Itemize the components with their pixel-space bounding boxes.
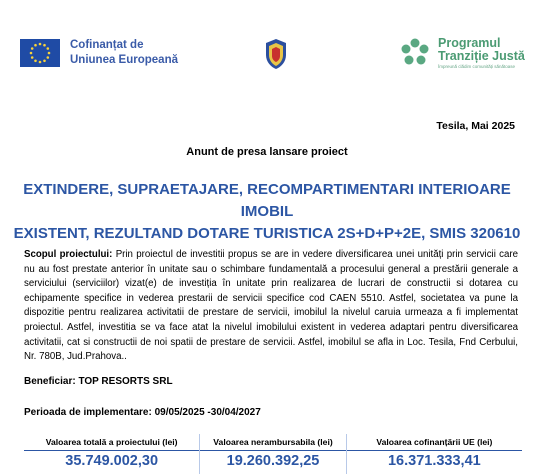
- romania-coat-of-arms-icon: [262, 38, 290, 70]
- project-values-table: [24, 434, 522, 474]
- tranzitie-justa-logo: [398, 36, 525, 70]
- nonrefundable-value-column: [200, 434, 346, 474]
- value-label: Valoarea totală a proiectului (lei): [24, 434, 199, 451]
- value-amount: 35.749.002,30: [65, 453, 159, 469]
- ptj-logo-line2: Tranziție Justă: [438, 48, 525, 63]
- eu-flag-icon: [20, 39, 60, 67]
- eu-cofinancing-logo: [20, 38, 178, 68]
- tranzitie-justa-flower-icon: [398, 36, 432, 70]
- document-title: Anunt de presa lansare proiect: [186, 146, 348, 158]
- eu-logo-line1: Cofinanțat de: [70, 39, 144, 51]
- value-amount: 16.371.333,41: [387, 453, 481, 469]
- project-scope-paragraph: [24, 248, 518, 365]
- value-label: Valoarea cofinanțării UE (lei): [347, 434, 522, 451]
- ptj-logo-tagline: Împreună clădim comunități sănătoase: [438, 63, 516, 69]
- headline-line1: EXTINDERE, SUPRAETAJARE, RECOMPARTIMENTARI INTERIOARE IMOBIL: [23, 181, 511, 220]
- value-label: Valoarea nerambursabila (lei): [200, 434, 345, 451]
- scope-text: Prin proiectul de investitii propus se are in vedere diversificarea unei unități prin servicii care nu au fost prestate anterior în unitate sau o schimbare fundamentală a procesului general a prestării generale a serviciului (serviciilor) vizat(e) de investiția în unitate prin realizarea de lucrari de constructii si dotarea cu echipamente specifice in vederea prestarii de servicii specifice cod CAEN 5510. Astfel, societatea va pune la dispozitie pentru realizarea activitatii de prestare de servicii, imobilul la nivelul caruia urmeaza a fi implementat proiectul. Astfel, investitia se va face atat la nivelul imobilului existent in vederea adaptari pentru diversificarea activitatii, cat si constructii de noi spatii de prestare de servicii. Astfel, imobilul se afla in Loc. Tesila, Fnd Cerbului, Nr. 780B, Jud.Prahova..: [24, 249, 519, 363]
- eu-logo-line2: Uniunea Europeană: [70, 54, 178, 66]
- document-date: Tesila, Mai 2025: [436, 120, 515, 132]
- total-value-column: [24, 434, 200, 474]
- scope-label: Scopul proiectului:: [24, 249, 113, 260]
- implementation-period-line: Perioada de implementare: 09/05/2025 -30/04/2027: [24, 407, 261, 418]
- value-amount: 19.260.392,25: [226, 453, 320, 469]
- project-headline: [0, 179, 534, 245]
- beneficiary-line: Beneficiar: TOP RESORTS SRL: [24, 376, 173, 387]
- ptj-logo-line1: Programul: [438, 35, 501, 50]
- headline-line2: EXISTENT, REZULTAND DOTARE TURISTICA 2S+D+P+2E, SMIS 320610: [13, 225, 521, 242]
- logo-bar: [0, 36, 534, 76]
- eu-cofinancing-value-column: [347, 434, 522, 474]
